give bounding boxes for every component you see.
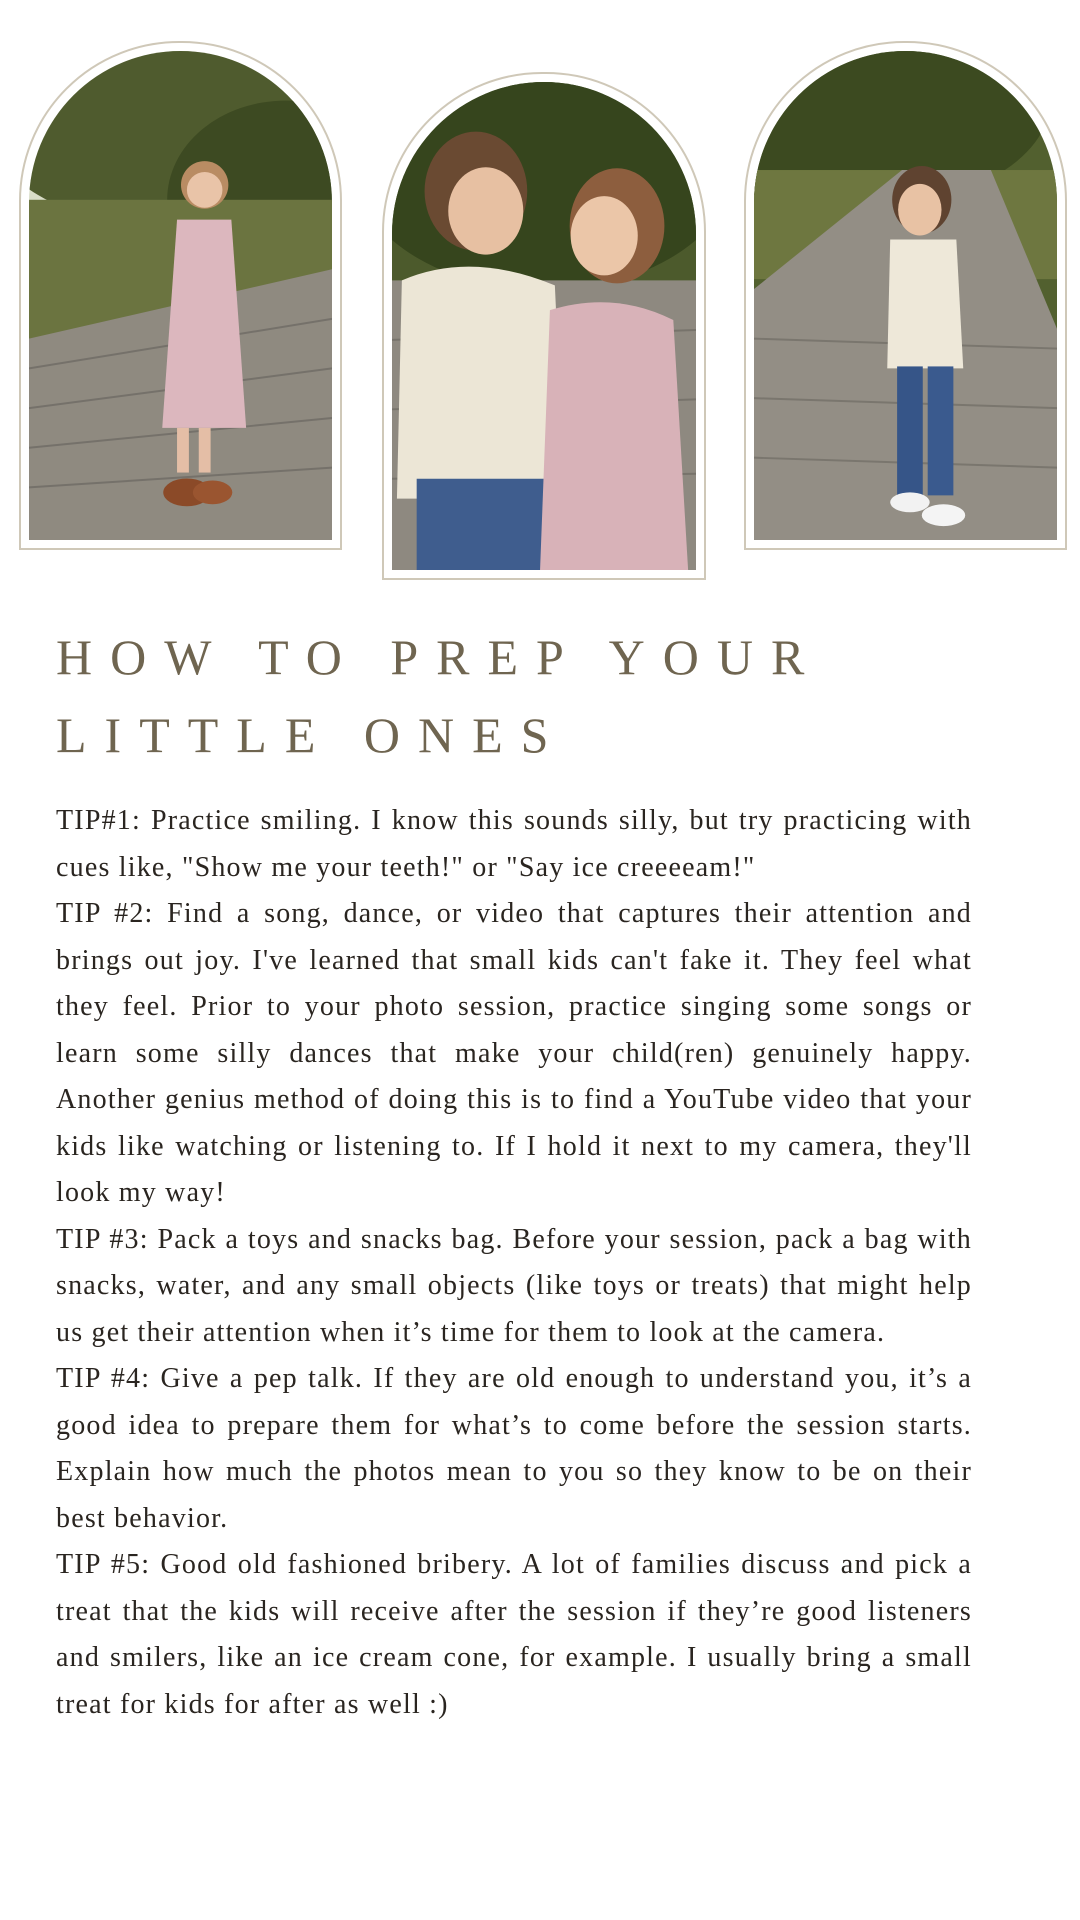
photo-boy-boardwalk-image (754, 51, 1057, 540)
photo-siblings-image (392, 82, 696, 570)
photo-frame-center (382, 72, 706, 580)
tip-4: TIP #4: Give a pep talk. If they are old enough to understand you, it’s a good idea to prepare them for what’s to come before the session starts. Explain how much the photos mean to you so they know to be on their best behavior. (56, 1363, 972, 1534)
photo-girl-boardwalk (29, 51, 332, 540)
photo-boy-boardwalk (754, 51, 1057, 540)
photo-girl-boardwalk-image (29, 51, 332, 540)
tip-5: TIP #5: Good old fashioned bribery. A lot of families discuss and pick a treat that the kids will receive after the session if they’re good listeners and smilers, like an ice cream cone, for example. I usually bring a small treat for kids for after as well :) (56, 1549, 972, 1720)
photo-siblings (392, 82, 696, 570)
page-title-line-2: LITTLE ONES (56, 707, 567, 763)
page-title (56, 618, 1016, 774)
tip-2: TIP #2: Find a song, dance, or video that captures their attention and brings out joy. I've learned that small kids can't fake it. They feel what they feel. Prior to your photo session, practice singing some songs or learn some silly dances that make your child(ren) genuinely happy. Another genius method of doing this is to find a YouTube video that your kids like watching or listening to. If I hold it next to my camera, they'll look my way! (56, 898, 972, 1208)
photo-frame-left (19, 41, 342, 550)
tip-3: TIP #3: Pack a toys and snacks bag. Before your session, pack a bag with snacks, water, and any small objects (like toys or treats) that might help us get their attention when it’s time for them to look at the camera. (56, 1223, 972, 1348)
photo-frame-right (744, 41, 1067, 550)
page-title-line-1: HOW TO PREP YOUR (56, 629, 823, 685)
tip-1: TIP#1: Practice smiling. I know this sounds silly, but try practicing with cues like, "Show me your teeth!" or "Say ice creeeeam!" (56, 805, 972, 883)
tips-section (56, 798, 972, 1728)
